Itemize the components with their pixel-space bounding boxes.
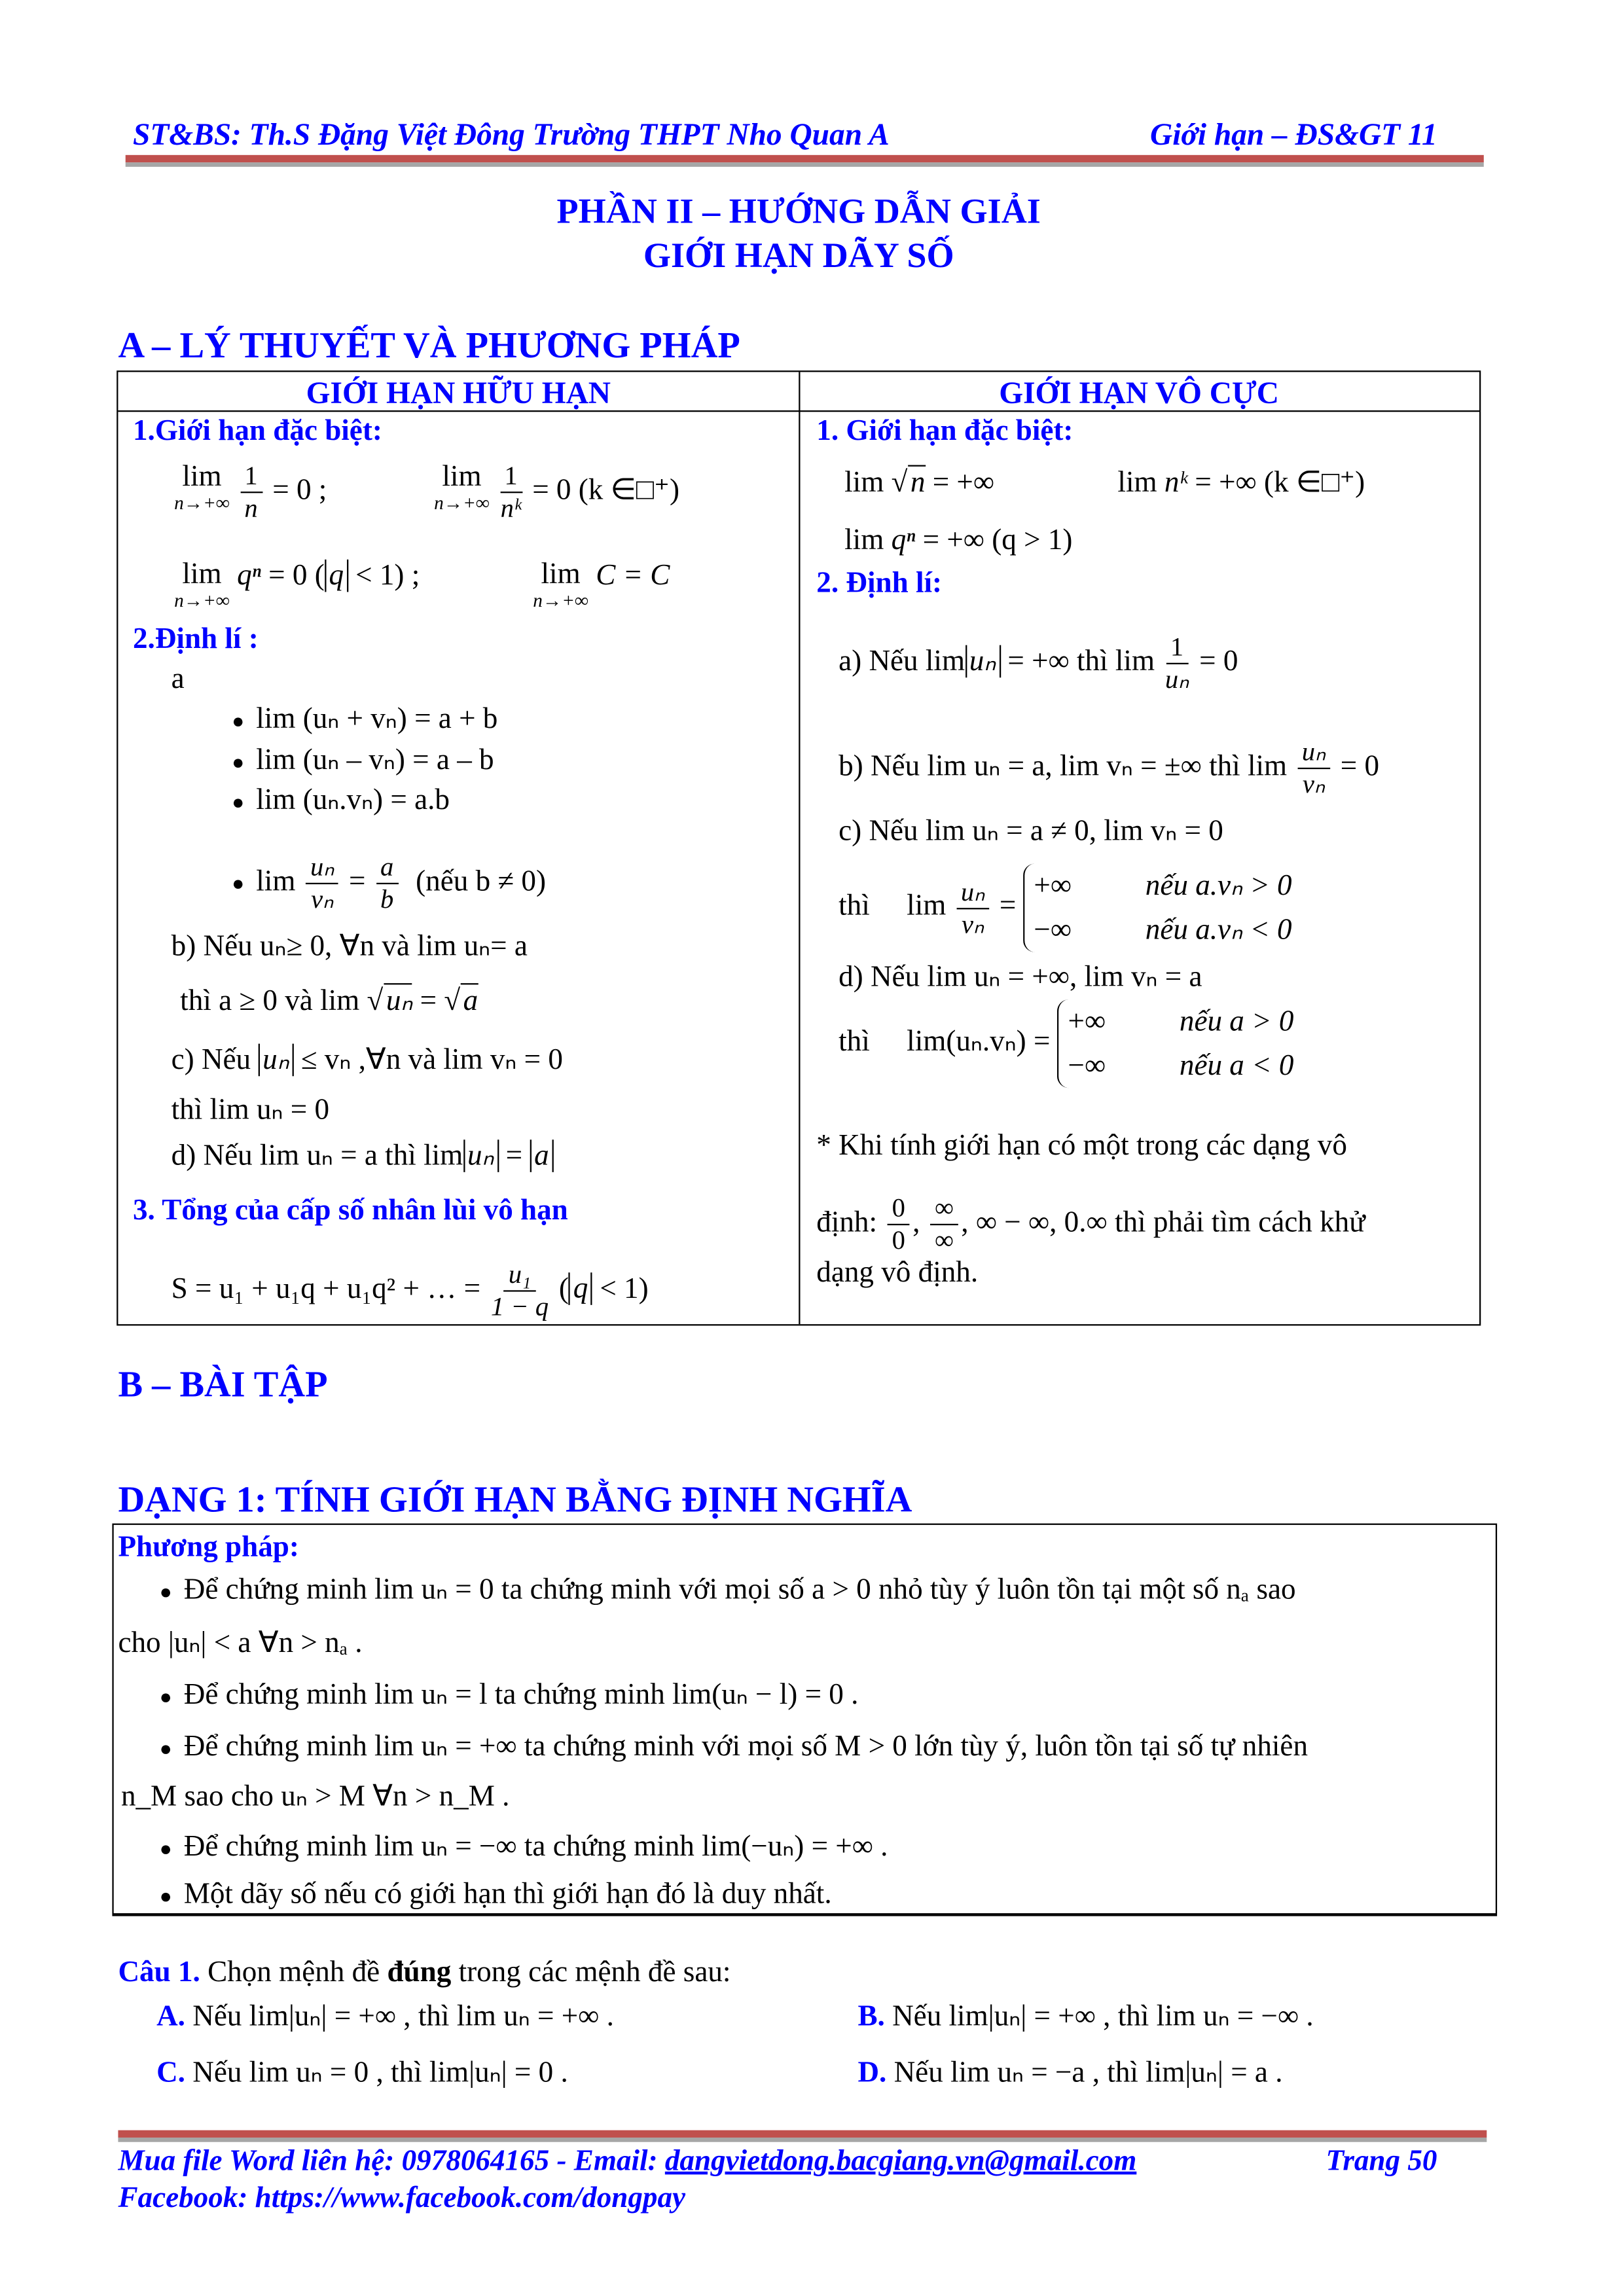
inf-theorem-c-1: c) Nếu lim uₙ = a ≠ 0, lim vₙ = 0 — [839, 815, 1223, 848]
method-item-4: ● Để chứng minh lim uₙ = −∞ ta chứng minh lim(−uₙ) = +∞ . — [159, 1830, 888, 1863]
method-item-2: ● Để chứng minh lim uₙ = l ta chứng minh lim(uₙ − l) = 0 . — [159, 1678, 859, 1712]
infinite-limit-header: GIỚI HẠN VÔ CỰC — [999, 374, 1279, 411]
method-item-5: ● Một dãy số nếu có giới hạn thì giới hạn đó là duy nhất. — [159, 1877, 832, 1910]
footer-contact: Mua file Word liên hệ: 0978064165 - Email: dangvietdong.bacgiang.vn@gmail.com — [118, 2145, 1137, 2178]
option-a[interactable]: A. Nếu lim|uₙ| = +∞ , thì lim uₙ = +∞ . — [156, 2000, 614, 2033]
theorem-c-2: thì lim uₙ = 0 — [171, 1094, 330, 1126]
method-item-3-cont: n_M sao cho uₙ > M ∀n > n_M . — [120, 1780, 510, 1813]
section-b-heading: B – BÀI TẬP — [118, 1365, 328, 1406]
right-h2: 2. Định lí: — [816, 567, 943, 600]
page-subtitle: GIỚI HẠN DÃY SỐ — [643, 238, 954, 276]
method-label: Phương pháp: — [118, 1530, 299, 1564]
footer-rule-gray — [118, 2138, 1487, 2142]
header-left: ST&BS: Th.S Đặng Việt Đông Trường THPT Nho Quan A — [132, 117, 890, 152]
theorem-a-sum: ● lim (uₙ + vₙ) = a + b — [232, 702, 498, 736]
method-item-1: ● Để chứng minh lim uₙ = 0 ta chứng minh với mọi số a > 0 nhỏ tùy ý luôn tồn tại một số nₐ sao — [159, 1573, 1296, 1606]
finite-limit-header: GIỚI HẠN HỮU HẠN — [306, 374, 611, 411]
theorem-a: a — [171, 662, 185, 696]
inf-theorem-a: a) Nếu lim uₙ = +∞ thì lim $\frac{1}{\text{uₙ}}$ = 0 — [839, 632, 1238, 694]
formula-lim-1-over-n: lim n→+∞ $\frac{1}{n}$ = 0 ; — [174, 460, 327, 523]
section-a-heading: A – LÝ THUYẾT VÀ PHƯƠNG PHÁP — [118, 326, 740, 367]
right-h1: 1. Giới hạn đặc biệt: — [816, 414, 1074, 448]
inf-theorem-b: b) Nếu lim uₙ = a, lim vₙ = ±∞ thì lim $\frac{\text{uₙ}}{\text{vₙ}}$ = 0 — [839, 736, 1380, 799]
method-item-3: ● Để chứng minh lim uₙ = +∞ ta chứng minh với mọi số M > 0 lớn tùy ý, luôn tồn tại số tự nhiên — [159, 1730, 1308, 1763]
formula-lim-1-over-nk: lim n→+∞ $\frac{1}{\text{nᵏ}}$ = 0 (k ∈□⁺) — [434, 460, 680, 523]
header-divider — [118, 410, 1479, 412]
formula-lim-qn-inf: lim qⁿ = +∞ (q > 1) — [844, 524, 1073, 557]
formula-lim-c: lim n→+∞ C = C — [533, 558, 670, 611]
footer-facebook[interactable]: Facebook: https://www.facebook.com/dongpay — [118, 2181, 686, 2215]
header-right: Giới hạn – ĐS&GT 11 — [1150, 117, 1437, 152]
formula-lim-qn: lim n→+∞ qⁿ = 0 ( q < 1) ; — [174, 558, 420, 611]
option-d[interactable]: D. Nếu lim uₙ = −a , thì lim|uₙ| = a . — [857, 2056, 1283, 2089]
column-divider — [799, 372, 800, 1324]
theorem-b-1: b) Nếu uₙ≥ 0, ∀n và lim uₙ= a — [171, 929, 528, 963]
indeterminate-note-3: dạng vô định. — [816, 1256, 979, 1289]
header-rule-red — [126, 155, 1484, 162]
inf-theorem-d-1: d) Nếu lim uₙ = +∞, lim vₙ = a — [839, 961, 1202, 994]
indeterminate-note-2: định: $\frac{0}{0}$ , ∞ ∞ , ∞ − ∞, 0.∞ thì phải tìm cách khử — [816, 1193, 1365, 1255]
question-1: Câu 1. Chọn mệnh đề đúng trong các mệnh đề sau: — [118, 1956, 731, 1989]
left-h2: 2.Định lí : — [132, 622, 259, 656]
left-h3: 3. Tổng của cấp số nhân lùi vô hạn — [132, 1194, 568, 1227]
theorem-d: d) Nếu lim uₙ = a thì lim uₙ = a — [171, 1138, 554, 1174]
option-b[interactable]: B. Nếu lim|uₙ| = +∞ , thì lim uₙ = −∞ . — [857, 2000, 1314, 2033]
theorem-b-2: thì a ≥ 0 và lim √ uₙ = √ a — [180, 983, 478, 1018]
inf-theorem-d-2: thì lim(uₙ.vₙ) = +∞ nếu a > 0 −∞ nếu a < 0 — [839, 999, 1293, 1088]
dang-1-heading: DẠNG 1: TÍNH GIỚI HẠN BẰNG ĐỊNH NGHĨA — [118, 1480, 912, 1521]
page-number: Trang 50 — [1326, 2145, 1437, 2178]
geometric-series-sum: S = u₁ + u₁q + u₁q² + … = $\frac{\text{u₁}}{1 - q}$ ( q < 1) — [171, 1259, 649, 1321]
theorem-a-diff: ● lim (uₙ – vₙ) = a – b — [232, 744, 494, 777]
theorem-a-prod: ● lim (uₙ.vₙ) = a.b — [232, 783, 450, 817]
formula-lim-sqrt-n: lim √ n = +∞ — [844, 465, 994, 500]
header-rule-gray — [126, 162, 1484, 167]
method-item-1-cont: cho |uₙ| < a ∀n > nₐ . — [118, 1626, 363, 1660]
formula-lim-nk: lim nᵏ = +∞ (k ∈□⁺) — [1117, 466, 1365, 499]
theorem-c-1: c) Nếu uₙ ≤ vₙ ,∀n và lim vₙ = 0 — [171, 1043, 563, 1077]
inf-theorem-c-2: thì lim $\frac{\text{uₙ}}{\text{vₙ}}$ = +∞ nếu a.vₙ > 0 −∞ nếu a.vₙ < 0 — [839, 863, 1291, 952]
theorem-a-quot: ● lim $\frac{\text{uₙ}}{\text{vₙ}}$ = $\frac{a}{b}$ (nếu b ≠ 0) — [232, 852, 547, 914]
left-h1: 1.Giới hạn đặc biệt: — [132, 414, 382, 448]
page-title: PHẦN II – HƯỚNG DẪN GIẢI — [556, 193, 1041, 232]
footer-email-link[interactable]: dangvietdong.bacgiang.vn@gmail.com — [664, 2145, 1137, 2178]
footer-rule-red — [118, 2130, 1487, 2138]
indeterminate-note-1: * Khi tính giới hạn có một trong các dạng vô — [816, 1129, 1347, 1162]
option-c[interactable]: C. Nếu lim uₙ = 0 , thì lim|uₙ| = 0 . — [156, 2056, 568, 2089]
